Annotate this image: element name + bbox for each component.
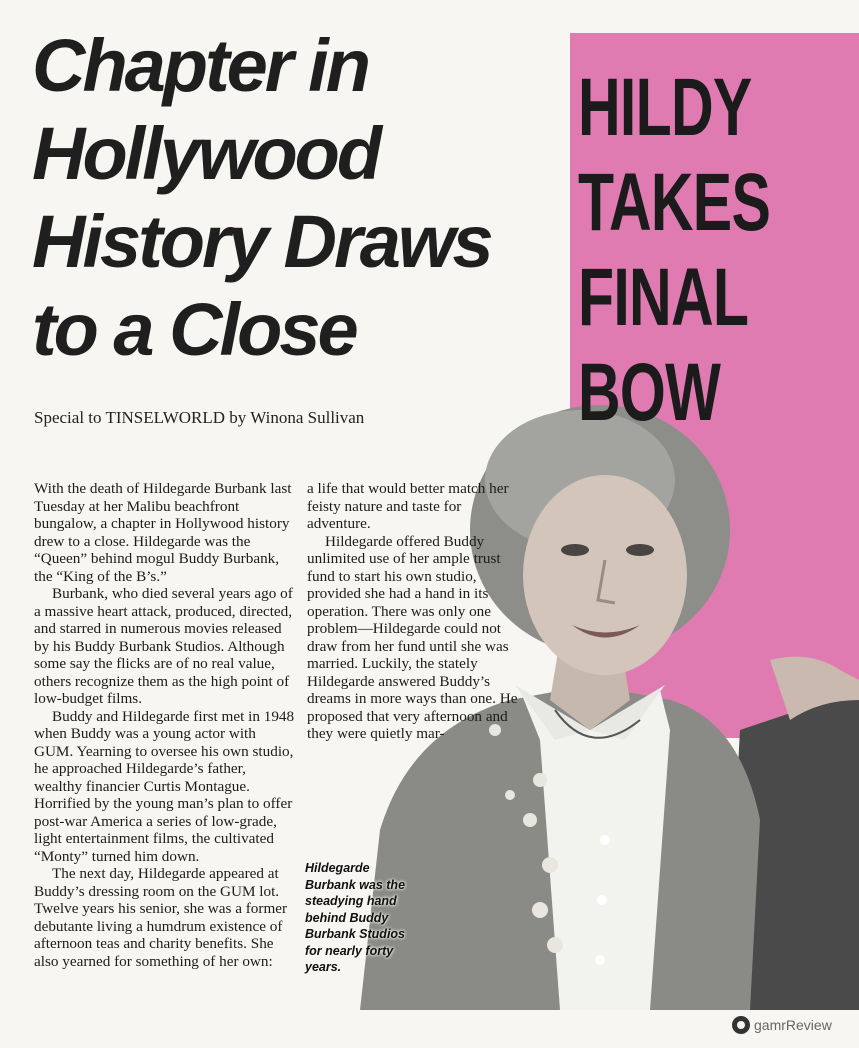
- side-title: [578, 60, 772, 440]
- headline-line: to a Close: [32, 288, 356, 371]
- paragraph: Hildegarde offered Buddy unlimited use of her ample trust fund to start his own studio, provided she had a hand in its operation. There was only one problem—Hildegarde could not draw from her fund until she was married. Luckily, the stately Hildegarde answered Buddy’s dreams in more ways than one. He proposed that very afternoon and they were quietly mar-: [307, 532, 518, 742]
- side-title-line: TAKES: [578, 157, 771, 248]
- headline-line: Hollywood: [32, 112, 380, 195]
- paragraph: The next day, Hildegarde appeared at Buddy’s dressing room on the GUM lot. Twelve years his senior, she was a former debutante living a humdrum existence of afternoon teas and charity benefits. She also yearned for something of her own:: [34, 865, 288, 970]
- paragraph: Burbank, who died several years ago of a massive heart attack, produced, directed, and starred in numerous movies released by his Buddy Burbank Studios. Although some say the flicks are of no real value, others recognize them as the high point of low-budget films.: [34, 585, 293, 707]
- watermark-logo-icon: [732, 1016, 750, 1034]
- side-title-line: FINAL: [578, 252, 749, 343]
- paragraph: a life that would better match her feisty nature and taste for adventure.: [307, 480, 509, 532]
- paragraph: Buddy and Hildegarde first met in 1948 when Buddy was a young actor with GUM. Yearning to oversee his own studio, he approached Hildegarde’s father, wealthy financier Curtis Montague. Horrified by the young man’s plan to offer post-war America a series of low-grade, light entertainment films, the cultivated “Monty” turned him down.: [34, 707, 295, 865]
- side-title-line: HILDY: [578, 62, 752, 153]
- byline: Special to TINSELWORLD by Winona Sullivan: [34, 408, 365, 427]
- headline-line: Chapter in: [32, 24, 368, 107]
- watermark: [732, 1016, 832, 1034]
- paragraph: With the death of Hildegarde Burbank last Tuesday at her Malibu beachfront bungalow, a chapter in Hollywood history drew to a close. Hildegarde was the “Queen” behind mogul Buddy Burbank, the “King of the B’s.”: [34, 480, 292, 585]
- headline-line: History Draws: [32, 200, 491, 283]
- article-column-1: [34, 480, 296, 970]
- article-column-2: [307, 480, 519, 743]
- headline: [32, 22, 562, 374]
- side-title-line: BOW: [578, 347, 721, 438]
- photo-caption: Hildegarde Burbank was the steadying hand behind Buddy Burbank Studios for nearly forty years.: [305, 861, 406, 974]
- watermark-text: gamrReview: [754, 1017, 832, 1033]
